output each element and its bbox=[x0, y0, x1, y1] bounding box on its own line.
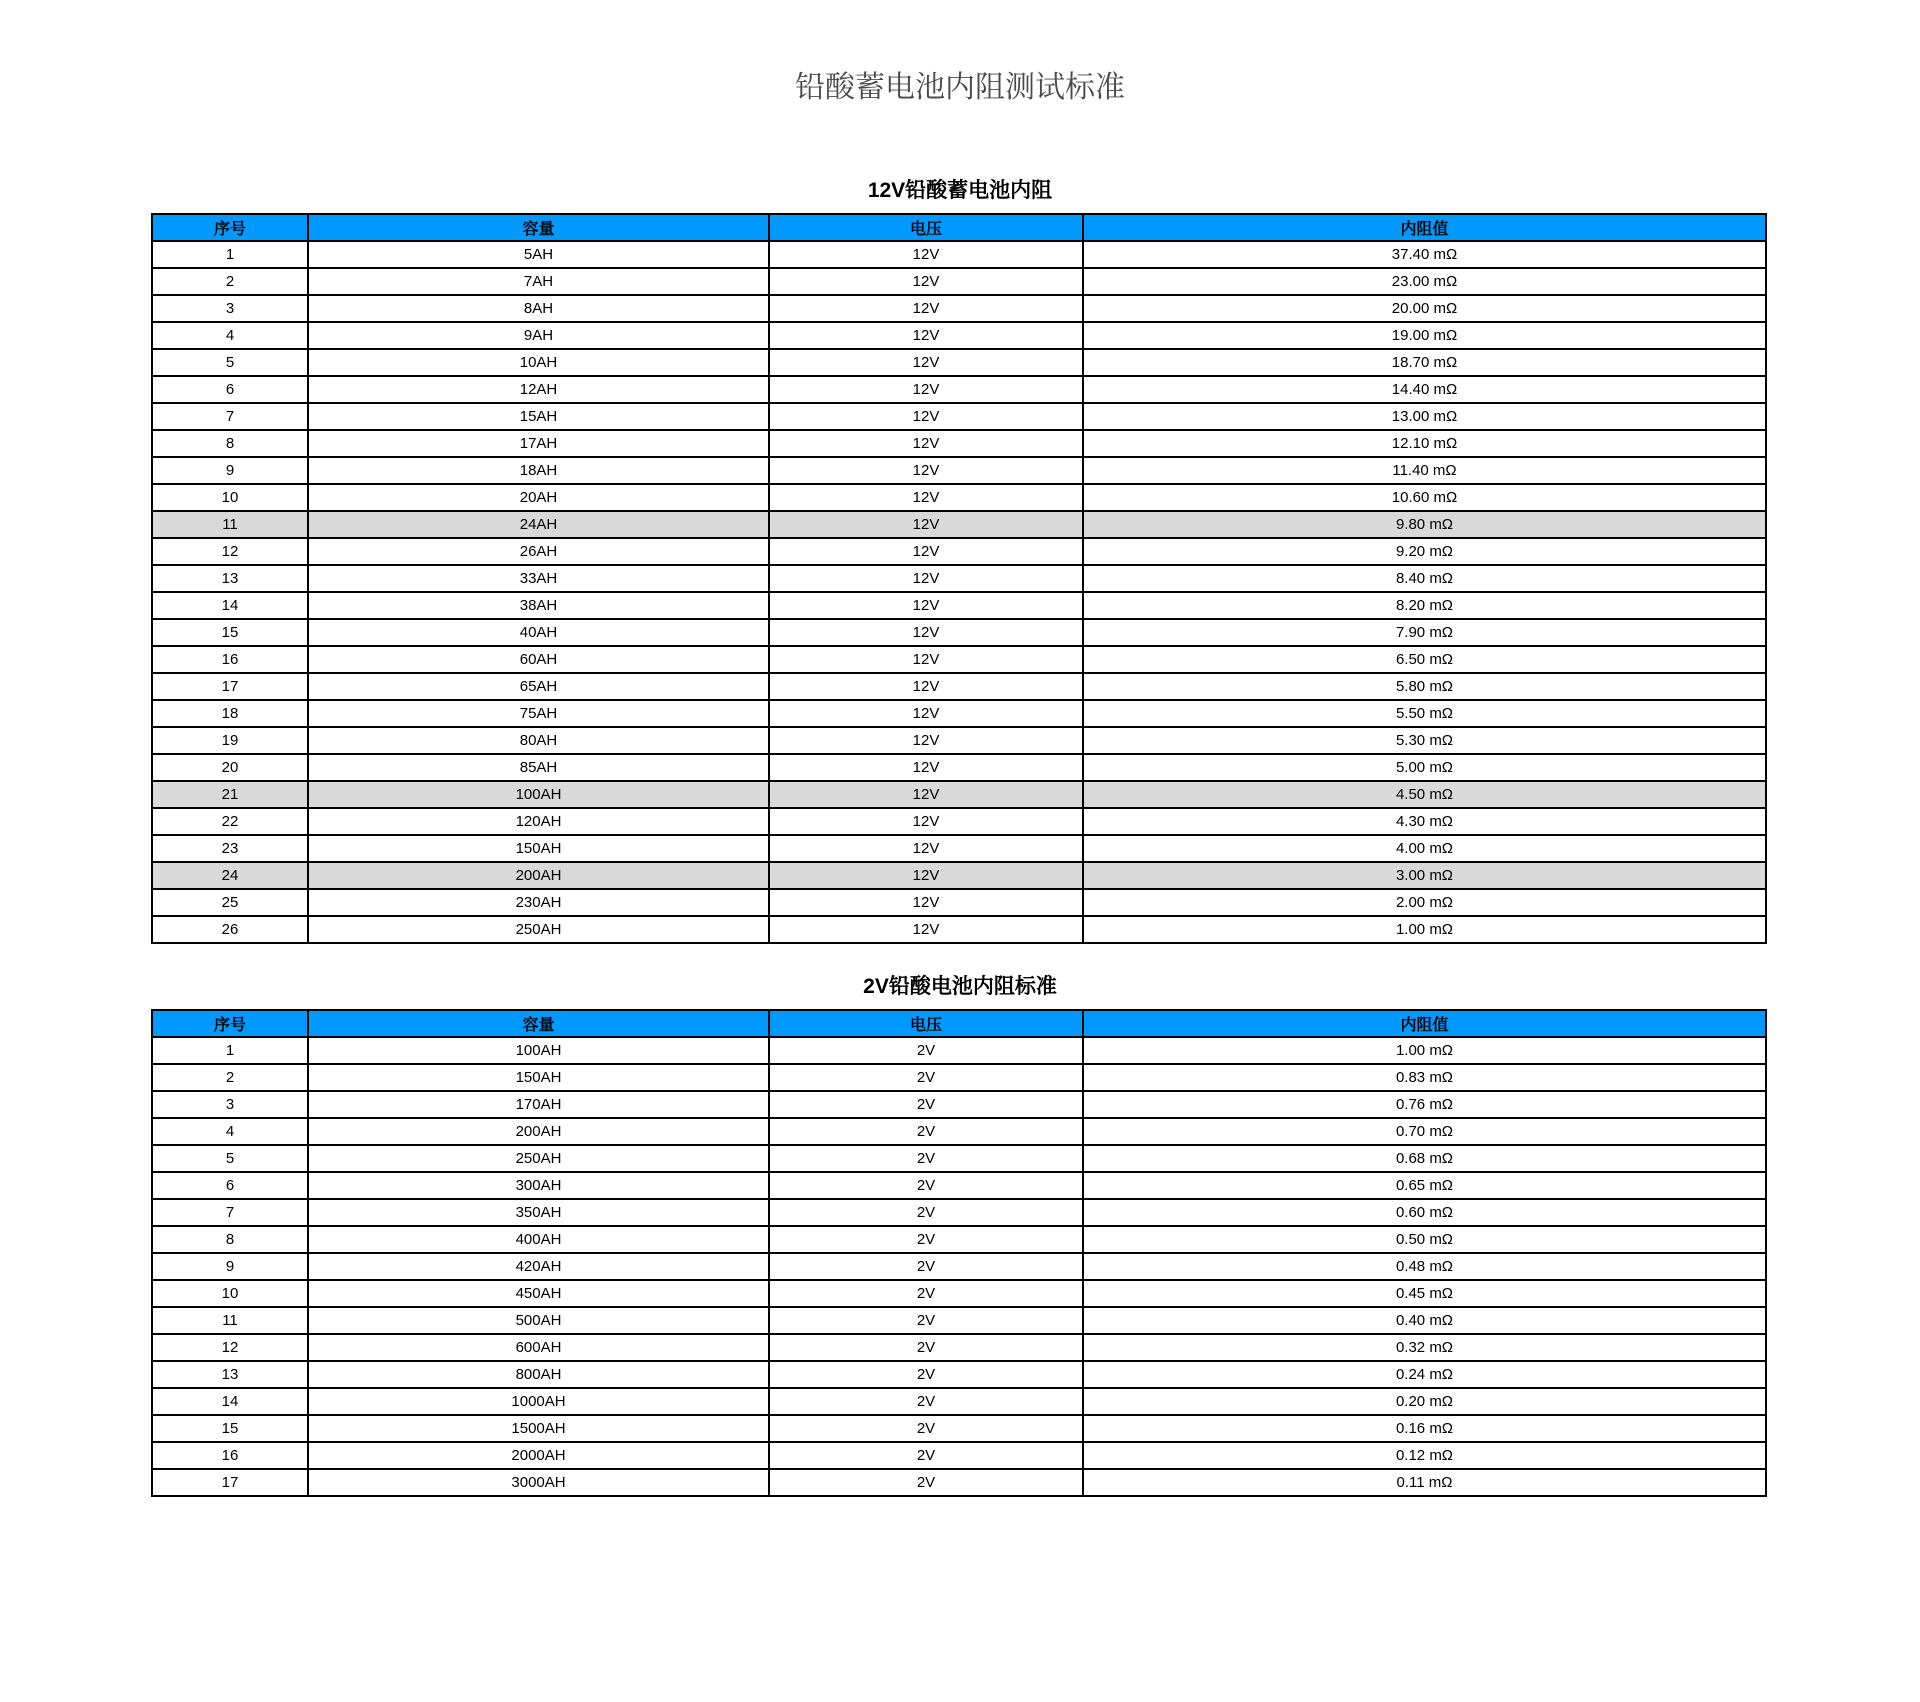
cell-capacity: 3000AH bbox=[308, 1469, 769, 1496]
table-row bbox=[152, 1064, 1766, 1091]
table-row bbox=[152, 835, 1766, 862]
cell-voltage: 2V bbox=[769, 1307, 1083, 1334]
table-row bbox=[152, 754, 1766, 781]
table-row bbox=[152, 268, 1766, 295]
table-row bbox=[152, 1199, 1766, 1226]
cell-capacity: 600AH bbox=[308, 1334, 769, 1361]
table-row bbox=[152, 889, 1766, 916]
table-header-row bbox=[152, 1010, 1766, 1037]
cell-capacity: 1000AH bbox=[308, 1388, 769, 1415]
cell-index: 24 bbox=[152, 862, 308, 889]
cell-voltage: 12V bbox=[769, 268, 1083, 295]
cell-capacity: 200AH bbox=[308, 862, 769, 889]
cell-capacity: 80AH bbox=[308, 727, 769, 754]
cell-voltage: 12V bbox=[769, 862, 1083, 889]
cell-index: 17 bbox=[152, 673, 308, 700]
cell-index: 17 bbox=[152, 1469, 308, 1496]
table-body bbox=[152, 241, 1766, 943]
table-header-row bbox=[152, 214, 1766, 241]
cell-resistance: 0.11 mΩ bbox=[1083, 1469, 1766, 1496]
cell-index: 20 bbox=[152, 754, 308, 781]
cell-index: 13 bbox=[152, 1361, 308, 1388]
cell-resistance: 0.32 mΩ bbox=[1083, 1334, 1766, 1361]
table-row bbox=[152, 808, 1766, 835]
cell-resistance: 8.20 mΩ bbox=[1083, 592, 1766, 619]
cell-index: 23 bbox=[152, 835, 308, 862]
page-title: 铅酸蓄电池内阻测试标准 bbox=[795, 71, 1125, 104]
table-row bbox=[152, 1037, 1766, 1064]
cell-resistance: 0.76 mΩ bbox=[1083, 1091, 1766, 1118]
cell-capacity: 38AH bbox=[308, 592, 769, 619]
table-row bbox=[152, 1091, 1766, 1118]
cell-resistance: 5.30 mΩ bbox=[1083, 727, 1766, 754]
cell-capacity: 60AH bbox=[308, 646, 769, 673]
cell-capacity: 450AH bbox=[308, 1280, 769, 1307]
table-row bbox=[152, 700, 1766, 727]
cell-voltage: 12V bbox=[769, 322, 1083, 349]
cell-voltage: 2V bbox=[769, 1064, 1083, 1091]
cell-voltage: 2V bbox=[769, 1280, 1083, 1307]
column-header-index: 序号 bbox=[152, 1010, 308, 1037]
cell-resistance: 4.50 mΩ bbox=[1083, 781, 1766, 808]
cell-resistance: 0.16 mΩ bbox=[1083, 1415, 1766, 1442]
cell-voltage: 2V bbox=[769, 1388, 1083, 1415]
table-row bbox=[152, 295, 1766, 322]
table-row bbox=[152, 349, 1766, 376]
table-row bbox=[152, 1334, 1766, 1361]
cell-capacity: 400AH bbox=[308, 1226, 769, 1253]
cell-resistance: 20.00 mΩ bbox=[1083, 295, 1766, 322]
cell-index: 14 bbox=[152, 1388, 308, 1415]
column-header-capacity: 容量 bbox=[308, 1010, 769, 1037]
cell-index: 3 bbox=[152, 295, 308, 322]
cell-capacity: 2000AH bbox=[308, 1442, 769, 1469]
cell-index: 8 bbox=[152, 1226, 308, 1253]
table-row bbox=[152, 1388, 1766, 1415]
cell-capacity: 7AH bbox=[308, 268, 769, 295]
cell-voltage: 2V bbox=[769, 1118, 1083, 1145]
cell-resistance: 5.50 mΩ bbox=[1083, 700, 1766, 727]
cell-index: 12 bbox=[152, 1334, 308, 1361]
table-row bbox=[152, 565, 1766, 592]
cell-resistance: 13.00 mΩ bbox=[1083, 403, 1766, 430]
cell-capacity: 100AH bbox=[308, 1037, 769, 1064]
table-row bbox=[152, 430, 1766, 457]
cell-voltage: 12V bbox=[769, 673, 1083, 700]
cell-capacity: 1500AH bbox=[308, 1415, 769, 1442]
cell-resistance: 0.65 mΩ bbox=[1083, 1172, 1766, 1199]
column-header-voltage: 电压 bbox=[769, 1010, 1083, 1037]
cell-resistance: 6.50 mΩ bbox=[1083, 646, 1766, 673]
cell-index: 4 bbox=[152, 322, 308, 349]
cell-resistance: 23.00 mΩ bbox=[1083, 268, 1766, 295]
cell-voltage: 2V bbox=[769, 1442, 1083, 1469]
cell-index: 10 bbox=[152, 1280, 308, 1307]
cell-voltage: 12V bbox=[769, 835, 1083, 862]
cell-index: 2 bbox=[152, 1064, 308, 1091]
cell-capacity: 200AH bbox=[308, 1118, 769, 1145]
cell-index: 25 bbox=[152, 889, 308, 916]
table-row bbox=[152, 376, 1766, 403]
cell-index: 9 bbox=[152, 1253, 308, 1280]
table-row bbox=[152, 1361, 1766, 1388]
cell-capacity: 75AH bbox=[308, 700, 769, 727]
cell-index: 4 bbox=[152, 1118, 308, 1145]
cell-capacity: 26AH bbox=[308, 538, 769, 565]
table-row bbox=[152, 1307, 1766, 1334]
cell-voltage: 12V bbox=[769, 592, 1083, 619]
cell-capacity: 8AH bbox=[308, 295, 769, 322]
cell-resistance: 0.50 mΩ bbox=[1083, 1226, 1766, 1253]
table-row bbox=[152, 511, 1766, 538]
table-header bbox=[152, 1010, 1766, 1037]
cell-capacity: 20AH bbox=[308, 484, 769, 511]
cell-capacity: 420AH bbox=[308, 1253, 769, 1280]
cell-capacity: 500AH bbox=[308, 1307, 769, 1334]
cell-voltage: 12V bbox=[769, 889, 1083, 916]
cell-resistance: 11.40 mΩ bbox=[1083, 457, 1766, 484]
cell-index: 19 bbox=[152, 727, 308, 754]
table-row bbox=[152, 457, 1766, 484]
cell-voltage: 12V bbox=[769, 403, 1083, 430]
cell-voltage: 12V bbox=[769, 727, 1083, 754]
cell-index: 9 bbox=[152, 457, 308, 484]
column-header-capacity: 容量 bbox=[308, 214, 769, 241]
cell-voltage: 12V bbox=[769, 565, 1083, 592]
cell-capacity: 65AH bbox=[308, 673, 769, 700]
cell-voltage: 12V bbox=[769, 349, 1083, 376]
cell-index: 22 bbox=[152, 808, 308, 835]
cell-resistance: 4.30 mΩ bbox=[1083, 808, 1766, 835]
cell-voltage: 12V bbox=[769, 781, 1083, 808]
table-row bbox=[152, 1415, 1766, 1442]
cell-voltage: 12V bbox=[769, 619, 1083, 646]
cell-voltage: 2V bbox=[769, 1361, 1083, 1388]
cell-voltage: 12V bbox=[769, 538, 1083, 565]
column-header-resistance: 内阻值 bbox=[1083, 214, 1766, 241]
cell-index: 5 bbox=[152, 1145, 308, 1172]
table-row bbox=[152, 1469, 1766, 1496]
cell-voltage: 12V bbox=[769, 295, 1083, 322]
table-row bbox=[152, 1145, 1766, 1172]
table-row bbox=[152, 403, 1766, 430]
table-row bbox=[152, 1442, 1766, 1469]
cell-voltage: 12V bbox=[769, 646, 1083, 673]
cell-resistance: 0.68 mΩ bbox=[1083, 1145, 1766, 1172]
cell-voltage: 12V bbox=[769, 511, 1083, 538]
table-row bbox=[152, 1280, 1766, 1307]
cell-capacity: 10AH bbox=[308, 349, 769, 376]
cell-voltage: 2V bbox=[769, 1037, 1083, 1064]
table-row bbox=[152, 646, 1766, 673]
table-2v-battery-resistance bbox=[151, 1009, 1767, 1497]
table-row bbox=[152, 484, 1766, 511]
cell-resistance: 8.40 mΩ bbox=[1083, 565, 1766, 592]
cell-capacity: 170AH bbox=[308, 1091, 769, 1118]
cell-index: 26 bbox=[152, 916, 308, 943]
cell-capacity: 12AH bbox=[308, 376, 769, 403]
cell-capacity: 300AH bbox=[308, 1172, 769, 1199]
cell-resistance: 12.10 mΩ bbox=[1083, 430, 1766, 457]
cell-resistance: 7.90 mΩ bbox=[1083, 619, 1766, 646]
cell-resistance: 5.00 mΩ bbox=[1083, 754, 1766, 781]
table-row bbox=[152, 916, 1766, 943]
cell-index: 12 bbox=[152, 538, 308, 565]
cell-voltage: 2V bbox=[769, 1253, 1083, 1280]
cell-resistance: 3.00 mΩ bbox=[1083, 862, 1766, 889]
cell-resistance: 18.70 mΩ bbox=[1083, 349, 1766, 376]
cell-resistance: 19.00 mΩ bbox=[1083, 322, 1766, 349]
cell-capacity: 9AH bbox=[308, 322, 769, 349]
cell-capacity: 40AH bbox=[308, 619, 769, 646]
cell-capacity: 33AH bbox=[308, 565, 769, 592]
cell-index: 6 bbox=[152, 1172, 308, 1199]
cell-voltage: 12V bbox=[769, 808, 1083, 835]
cell-resistance: 9.80 mΩ bbox=[1083, 511, 1766, 538]
table-row bbox=[152, 1172, 1766, 1199]
cell-capacity: 150AH bbox=[308, 835, 769, 862]
cell-voltage: 12V bbox=[769, 457, 1083, 484]
cell-capacity: 150AH bbox=[308, 1064, 769, 1091]
cell-voltage: 12V bbox=[769, 916, 1083, 943]
cell-resistance: 0.70 mΩ bbox=[1083, 1118, 1766, 1145]
cell-index: 3 bbox=[152, 1091, 308, 1118]
section-title-2v: 2V铅酸电池内阻标准 bbox=[863, 975, 1057, 998]
cell-resistance: 0.20 mΩ bbox=[1083, 1388, 1766, 1415]
cell-index: 1 bbox=[152, 241, 308, 268]
cell-index: 16 bbox=[152, 646, 308, 673]
cell-voltage: 12V bbox=[769, 754, 1083, 781]
cell-capacity: 120AH bbox=[308, 808, 769, 835]
table-body bbox=[152, 1037, 1766, 1496]
cell-capacity: 24AH bbox=[308, 511, 769, 538]
cell-resistance: 10.60 mΩ bbox=[1083, 484, 1766, 511]
table-row bbox=[152, 241, 1766, 268]
cell-capacity: 85AH bbox=[308, 754, 769, 781]
cell-resistance: 5.80 mΩ bbox=[1083, 673, 1766, 700]
cell-resistance: 37.40 mΩ bbox=[1083, 241, 1766, 268]
cell-resistance: 0.24 mΩ bbox=[1083, 1361, 1766, 1388]
cell-voltage: 12V bbox=[769, 700, 1083, 727]
cell-resistance: 1.00 mΩ bbox=[1083, 916, 1766, 943]
cell-voltage: 2V bbox=[769, 1199, 1083, 1226]
cell-index: 8 bbox=[152, 430, 308, 457]
column-header-voltage: 电压 bbox=[769, 214, 1083, 241]
cell-voltage: 2V bbox=[769, 1469, 1083, 1496]
cell-resistance: 0.83 mΩ bbox=[1083, 1064, 1766, 1091]
cell-index: 11 bbox=[152, 1307, 308, 1334]
cell-resistance: 0.40 mΩ bbox=[1083, 1307, 1766, 1334]
cell-index: 16 bbox=[152, 1442, 308, 1469]
cell-index: 10 bbox=[152, 484, 308, 511]
cell-capacity: 230AH bbox=[308, 889, 769, 916]
cell-voltage: 2V bbox=[769, 1145, 1083, 1172]
cell-voltage: 12V bbox=[769, 241, 1083, 268]
cell-index: 5 bbox=[152, 349, 308, 376]
table-row bbox=[152, 673, 1766, 700]
cell-capacity: 350AH bbox=[308, 1199, 769, 1226]
cell-capacity: 250AH bbox=[308, 916, 769, 943]
section-title-12v: 12V铅酸蓄电池内阻 bbox=[867, 179, 1053, 202]
cell-index: 15 bbox=[152, 1415, 308, 1442]
cell-voltage: 2V bbox=[769, 1415, 1083, 1442]
cell-index: 2 bbox=[152, 268, 308, 295]
cell-index: 11 bbox=[152, 511, 308, 538]
cell-voltage: 12V bbox=[769, 430, 1083, 457]
cell-voltage: 2V bbox=[769, 1172, 1083, 1199]
cell-index: 7 bbox=[152, 403, 308, 430]
cell-resistance: 1.00 mΩ bbox=[1083, 1037, 1766, 1064]
cell-voltage: 2V bbox=[769, 1091, 1083, 1118]
table-row bbox=[152, 1253, 1766, 1280]
cell-voltage: 2V bbox=[769, 1226, 1083, 1253]
cell-capacity: 100AH bbox=[308, 781, 769, 808]
table-row bbox=[152, 619, 1766, 646]
table-header bbox=[152, 214, 1766, 241]
cell-capacity: 17AH bbox=[308, 430, 769, 457]
table-12v-battery-resistance bbox=[151, 213, 1767, 944]
cell-capacity: 18AH bbox=[308, 457, 769, 484]
cell-capacity: 250AH bbox=[308, 1145, 769, 1172]
cell-resistance: 14.40 mΩ bbox=[1083, 376, 1766, 403]
cell-voltage: 12V bbox=[769, 484, 1083, 511]
cell-resistance: 0.48 mΩ bbox=[1083, 1253, 1766, 1280]
cell-index: 15 bbox=[152, 619, 308, 646]
cell-resistance: 9.20 mΩ bbox=[1083, 538, 1766, 565]
table-row bbox=[152, 1226, 1766, 1253]
cell-resistance: 2.00 mΩ bbox=[1083, 889, 1766, 916]
cell-voltage: 12V bbox=[769, 376, 1083, 403]
cell-index: 21 bbox=[152, 781, 308, 808]
cell-resistance: 0.60 mΩ bbox=[1083, 1199, 1766, 1226]
cell-index: 18 bbox=[152, 700, 308, 727]
cell-resistance: 4.00 mΩ bbox=[1083, 835, 1766, 862]
column-header-index: 序号 bbox=[152, 214, 308, 241]
cell-index: 13 bbox=[152, 565, 308, 592]
table-row bbox=[152, 862, 1766, 889]
table-row bbox=[152, 592, 1766, 619]
cell-voltage: 2V bbox=[769, 1334, 1083, 1361]
cell-index: 14 bbox=[152, 592, 308, 619]
cell-capacity: 5AH bbox=[308, 241, 769, 268]
cell-resistance: 0.12 mΩ bbox=[1083, 1442, 1766, 1469]
cell-capacity: 800AH bbox=[308, 1361, 769, 1388]
table-row bbox=[152, 727, 1766, 754]
cell-index: 1 bbox=[152, 1037, 308, 1064]
table-row bbox=[152, 781, 1766, 808]
table-row bbox=[152, 1118, 1766, 1145]
cell-index: 6 bbox=[152, 376, 308, 403]
column-header-resistance: 内阻值 bbox=[1083, 1010, 1766, 1037]
cell-resistance: 0.45 mΩ bbox=[1083, 1280, 1766, 1307]
table-row bbox=[152, 538, 1766, 565]
cell-index: 7 bbox=[152, 1199, 308, 1226]
cell-capacity: 15AH bbox=[308, 403, 769, 430]
table-row bbox=[152, 322, 1766, 349]
